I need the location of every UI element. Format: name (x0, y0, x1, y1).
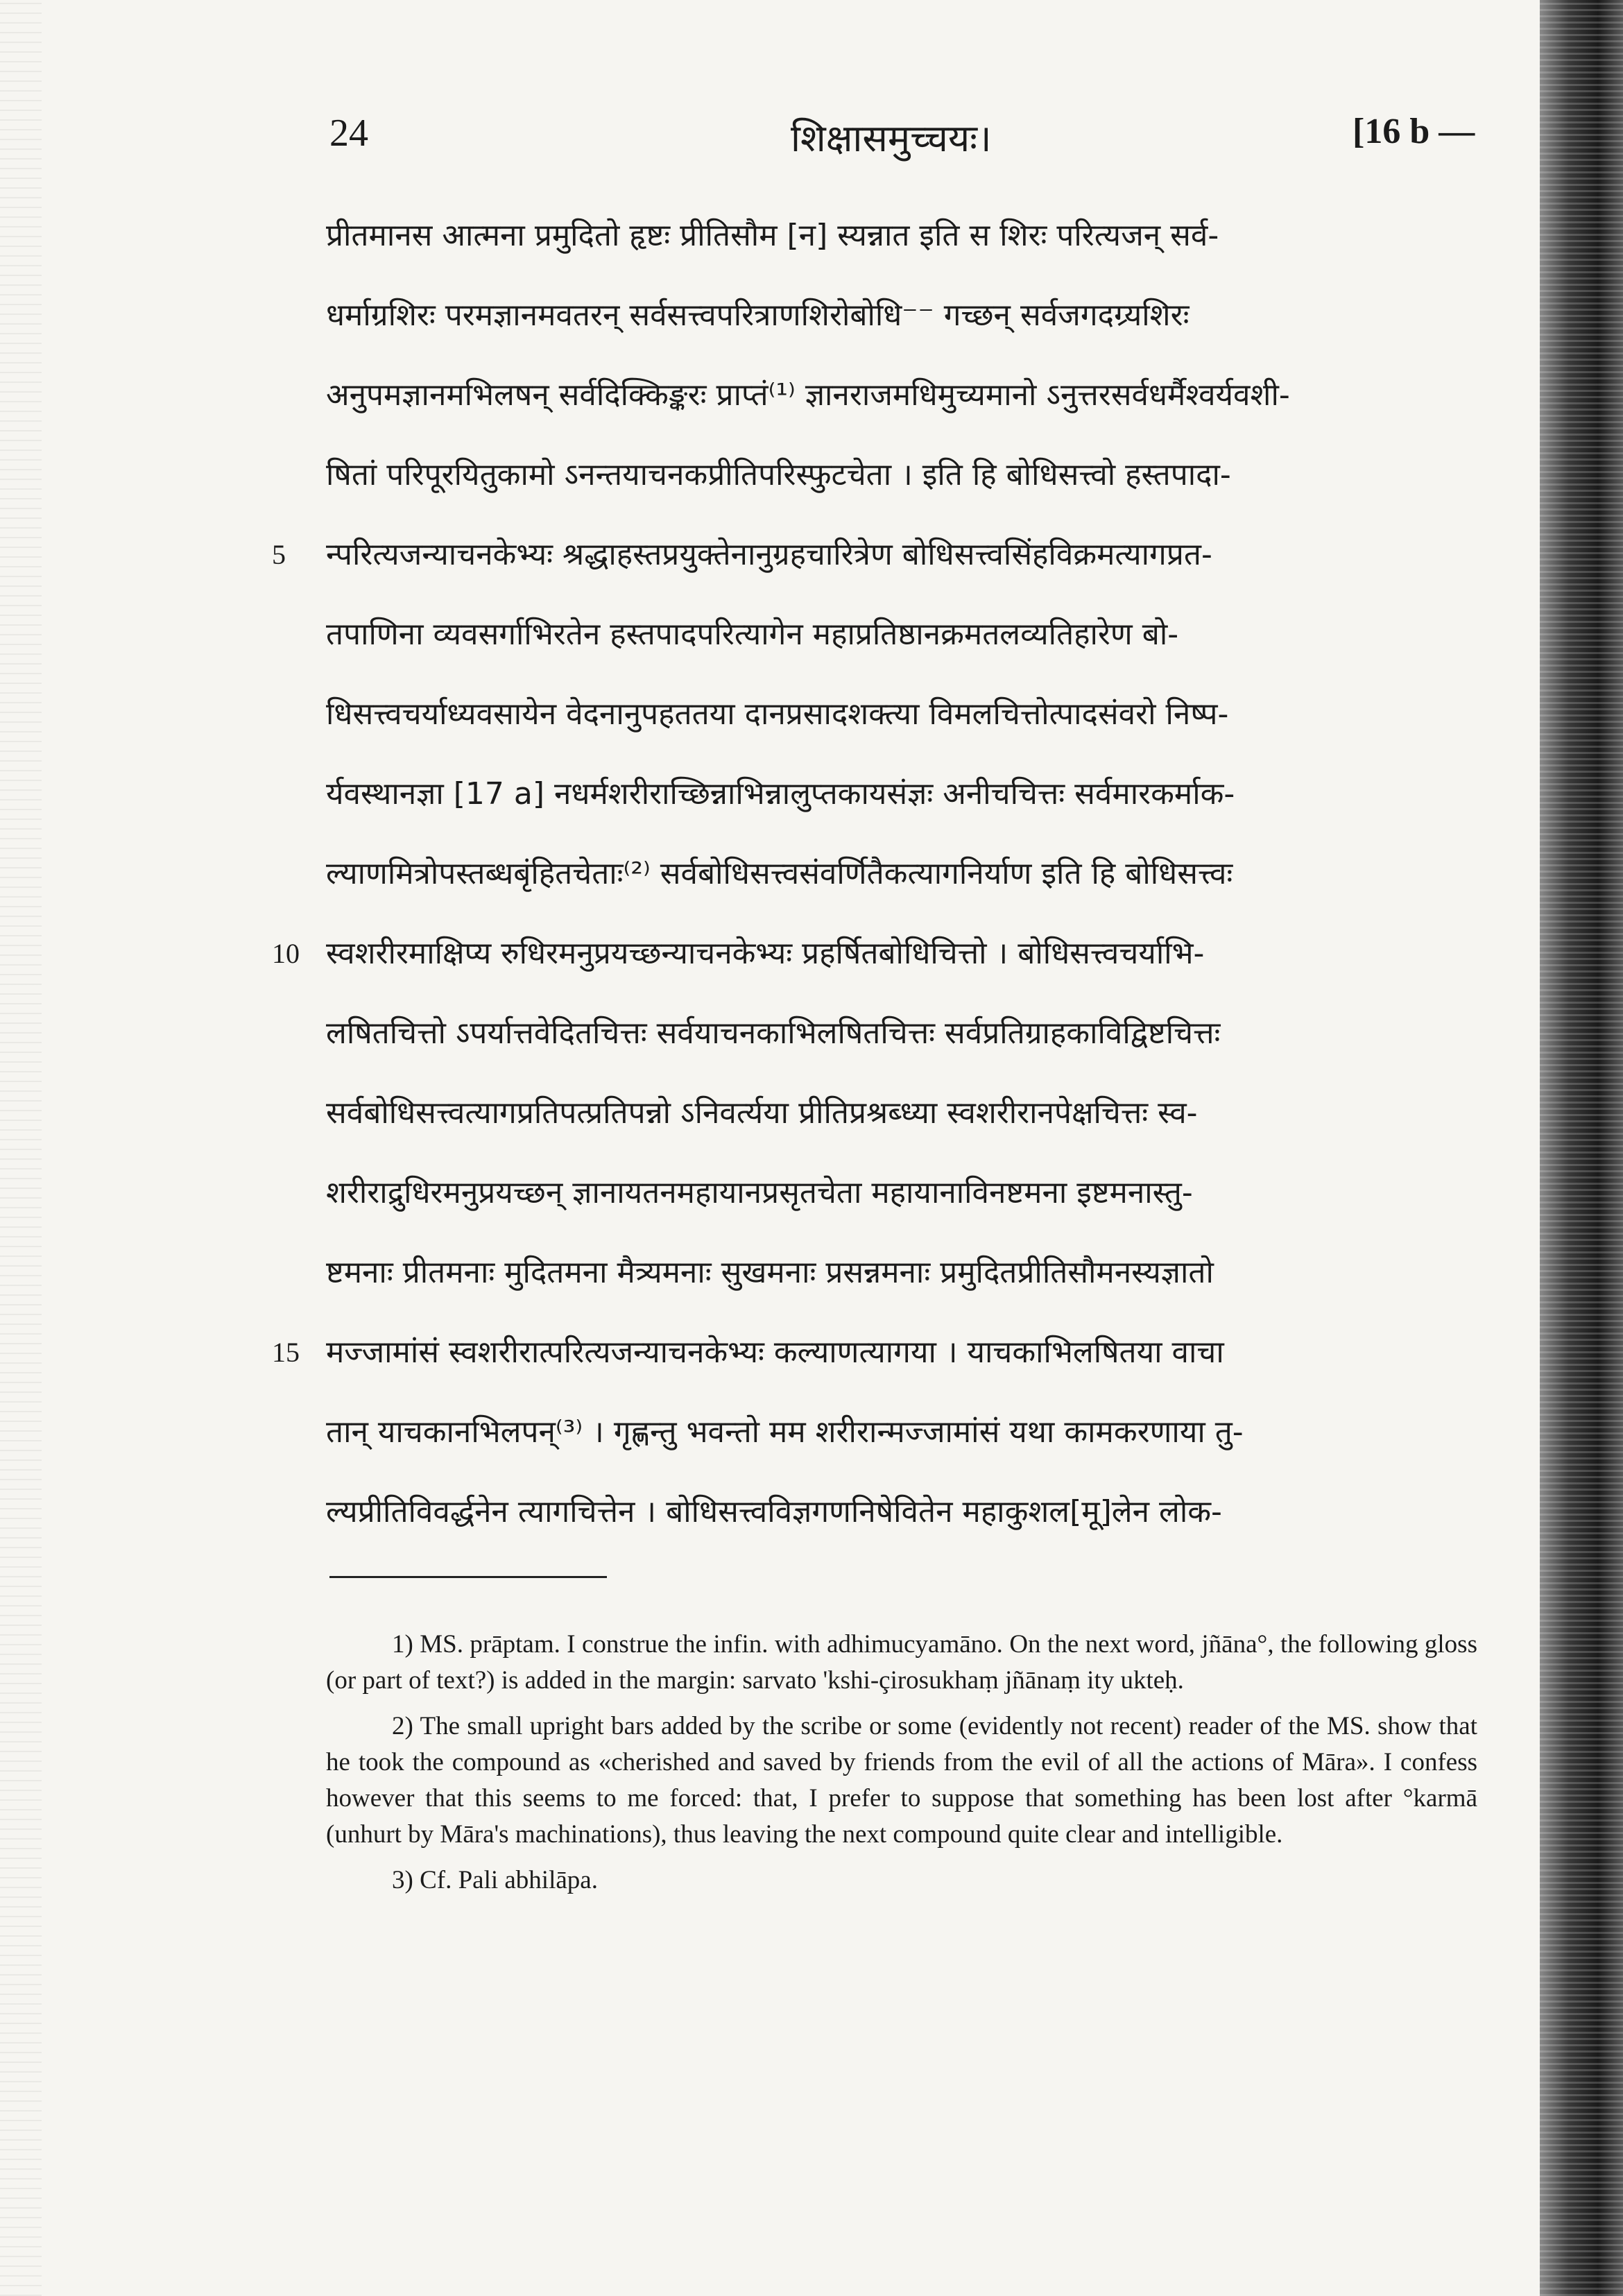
footnote-2: 2) The small upright bars added by the scribe or some (evidently not recent) reader of the MS. show that he took the compound as «cherished and saved by friends from the evil of all the actions of Māra». I confess however that this seems to me forced: that, I prefer to suppose that something has been lost after °karmā (unhurt by Māra's machinations), thus leaving the next compound quite clear and intelligible. (326, 1712, 1477, 1849)
text-line: तान् याचकानभिलपन्⁽³⁾ । गृह्णन्तु भवन्तो मम शरीरान्मज्जामांसं यथा कामकरणाया तु- (326, 1414, 1244, 1450)
text-line: लषितचित्तो ऽपर्यात्तवेदितचित्तः सर्वयाचनकाभिलषितचित्तः सर्वप्रतिग्राहकाविद्विष्टचित्तः (326, 1016, 1221, 1051)
line-number: 10 (272, 938, 300, 969)
text-line: स्वशरीरमाक्षिप्य रुधिरमनुप्रयच्छन्याचनकेभ्यः प्रहर्षितबोधिचित्तो । बोधिसत्त्वचर्याभि- (326, 936, 1205, 971)
folio-reference: [16 b — (1352, 112, 1475, 151)
text-line: प्रीतमानस आत्मना प्रमुदितो हृष्टः प्रीतिसौम [न] स्यन्नात इति स शिरः परित्यजन् सर्व- (326, 218, 1219, 253)
text-line: मज्जामांसं स्वशरीरात्परित्यजन्याचनकेभ्यः कल्याणत्यागया । याचकाभिलषितया वाचा (326, 1335, 1224, 1370)
text-line: न्परित्यजन्याचनकेभ्यः श्रद्धाहस्तप्रयुक्तेनानुग्रहचारित्रेण बोधिसत्त्वसिंहविक्रमत्यागप्रत- (326, 537, 1212, 572)
footnotes (326, 1627, 1477, 1908)
scan-left-margin (0, 0, 42, 2296)
text-line: ल्याणमित्रोपस्तब्धबृंहितचेताः⁽²⁾ सर्वबोधिसत्त्वसंवर्णितैकत्यागनिर्याण इति हि बोधिसत्त्वः (326, 856, 1233, 891)
footnote-divider (329, 1576, 607, 1578)
text-line: अनुपमज्ञानमभिलषन् सर्वदिक्किङ्करः प्राप्तं⁽¹⁾ ज्ञानराजमधिमुच्यमानो ऽनुत्तरसर्वधर्मैश्वर्यवशी- (326, 377, 1290, 413)
scan-binding-edge (1540, 0, 1623, 2296)
running-title: शिक्षासमुच्चयः। (791, 117, 992, 160)
text-line: र्यवस्थानज्ञा [17 a] नधर्मशरीराच्छिन्नाभिन्नालुप्तकायसंज्ञः अनीचचित्तः सर्वमारकर्माक- (326, 776, 1235, 812)
text-line: सर्वबोधिसत्त्वत्यागप्रतिपत्प्रतिपन्नो ऽनिवर्त्यया प्रीतिप्रश्रब्ध्या स्वशरीरानपेक्षचित्तः स्व- (326, 1095, 1198, 1131)
page-header (0, 111, 1540, 173)
footnote-3: 3) Cf. Pali abhilāpa. (392, 1866, 598, 1894)
text-line: तपाणिना व्यवसर्गाभिरतेन हस्तपादपरित्यागेन महाप्रतिष्ठानक्रमतलव्यतिहारेण बो- (326, 617, 1179, 652)
footnote-1: 1) MS. prāptam. I construe the infin. with adhimucyamāno. On the next word, jñāna°, the following gloss (or part of text?) is added in the margin: sarvato 'kshi-çirosukhaṃ jñānaṃ ity ukteḥ. (326, 1630, 1477, 1695)
text-line: षितां परिपूरयितुकामो ऽनन्तयाचनकप्रीतिपरिस्फुटचेता । इति हि बोधिसत्त्वो हस्तपादा- (326, 457, 1231, 492)
page-number: 24 (329, 112, 368, 155)
text-line: शरीराद्रुधिरमनुप्रयच्छन् ज्ञानायतनमहायानप्रसृतचेता महायानाविनष्टमना इष्टमनास्तु- (326, 1175, 1193, 1210)
line-number: 5 (272, 539, 286, 570)
text-line: ष्टमनाः प्रीतमनाः मुदितमना मैत्र्यमनाः सुखमनाः प्रसन्नमनाः प्रमुदितप्रीतिसौमनस्यज्ञातो (326, 1255, 1214, 1290)
text-line: धर्माग्रशिरः परमज्ञानमवतरन् सर्वसत्त्वपरित्राणशिरोबोधि⁻⁻ गच्छन् सर्वजगदग्र्यशिरः (326, 298, 1190, 333)
line-number: 15 (272, 1337, 300, 1368)
text-line: धिसत्त्वचर्याध्यवसायेन वेदनानुपहततया दानप्रसादशक्त्या विमलचित्तोत्पादसंवरो निष्प- (326, 696, 1229, 732)
text-line: ल्यप्रीतिविवर्द्धनेन त्यागचित्तेन । बोधिसत्त्वविज्ञगणनिषेवितेन महाकुशल[मू]लेन लोक- (326, 1494, 1222, 1530)
